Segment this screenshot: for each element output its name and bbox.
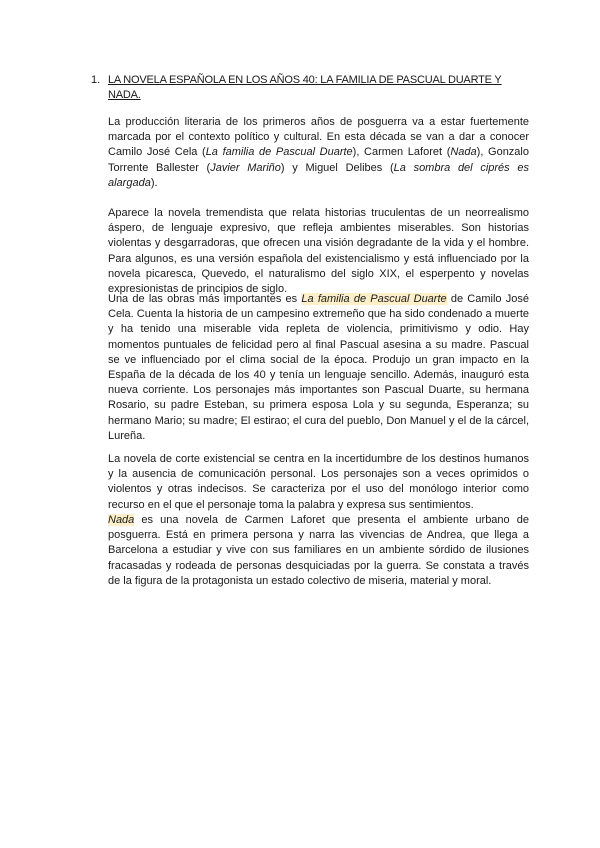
text: de Camilo José Cela. Cuenta la historia de un campesino extremeño que ha sido condenado a muerte y ha tenido una miserable vida repleta de violencia, primitivismo y odio. Hay momentos puntuales de felicidad pero al final Pascual asesina a su madre. Pascual se ve influenciado por el clima social de la época. Produjo un gran impacto en la España de la década de los 40 y tenía un lenguaje sencillo. Además, inauguró esta nueva corriente. Los personajes más importantes son Pascual Duarte, su hermana Rosario, su padre Esteban, su primera esposa Lola y su segunda, Esperanza; su hermano Mario; su madre; El estirao; el cura del pueblo, Don Manuel y el de la cárcel, Lureña. xyxy=(108,293,529,442)
text: ), Gonzalo Torrente Ballester ( xyxy=(108,146,529,174)
text: ). xyxy=(150,176,158,189)
section-heading xyxy=(91,73,531,104)
text: es una novela de Carmen Laforet que presenta el ambiente urbano de posguerra. Está en primera persona y narra las vivencias de Andrea, que llega a Barcelona a estudiar y vive con sus familiares en un ambiente sórdido de ilusiones fracasadas y rodeada de personas desquiciadas por la guerra. Se constata a través de la figura de la protagonista un estado colectivo de miseria, material y moral. xyxy=(108,514,529,587)
existential-paragraph: La novela de corte existencial se centra en la incertidumbre de los destinos humanos y la ausencia de comunicación personal. Los personajes son a veces oprimidos o violentos y otras indecisos. Se caracteriza por el uso del monólogo interior como recurso en el que el personaje toma la palabra y expresa sus sentimientos. xyxy=(108,453,529,511)
pascual-duarte-paragraph xyxy=(108,292,529,444)
highlighted-work-title: Nada xyxy=(108,514,135,526)
nada-paragraph xyxy=(108,513,529,589)
work-title: Nada xyxy=(450,146,477,159)
text: La producción literaria de los primeros años de posguerra va a estar fuertemente marcada por el contexto político y cultural. En esta década se van a dar a conocer Camilo José Cela ( xyxy=(108,116,529,159)
work-title: Javier Mariño xyxy=(210,161,281,174)
tremendismo-paragraph: Aparece la novela tremendista que relata historias truculentas de un neorrealismo áspero, de lenguaje expresivo, que refleja ambientes miserables. Son historias violentas y desgarradoras, que ofrecen una visión degradante de la vida y el hombre. Para algunos, es una versión española del existencialismo y está influenciado por la novela picaresca, Quevedo, el naturalismo del siglo XIX, el esperpento y novelas expresionistas de principios de siglo. xyxy=(108,207,529,296)
intro-paragraph xyxy=(108,115,529,191)
highlighted-work-title: La familia de Pascual Duarte xyxy=(301,293,447,305)
text: Una de las obras más importantes es xyxy=(108,293,302,305)
work-title: La sombra del ciprés es alargada xyxy=(108,161,529,189)
text: ) y Miguel Delibes ( xyxy=(280,161,394,174)
heading-title: LA NOVELA ESPAÑOLA EN LOS AÑOS 40: LA FAMILIA DE PASCUAL DUARTE Y NADA. xyxy=(108,74,502,102)
heading-number: 1. xyxy=(91,74,101,86)
work-title: La familia de Pascual Duarte xyxy=(205,146,353,159)
text: ), Carmen Laforet ( xyxy=(352,146,451,159)
